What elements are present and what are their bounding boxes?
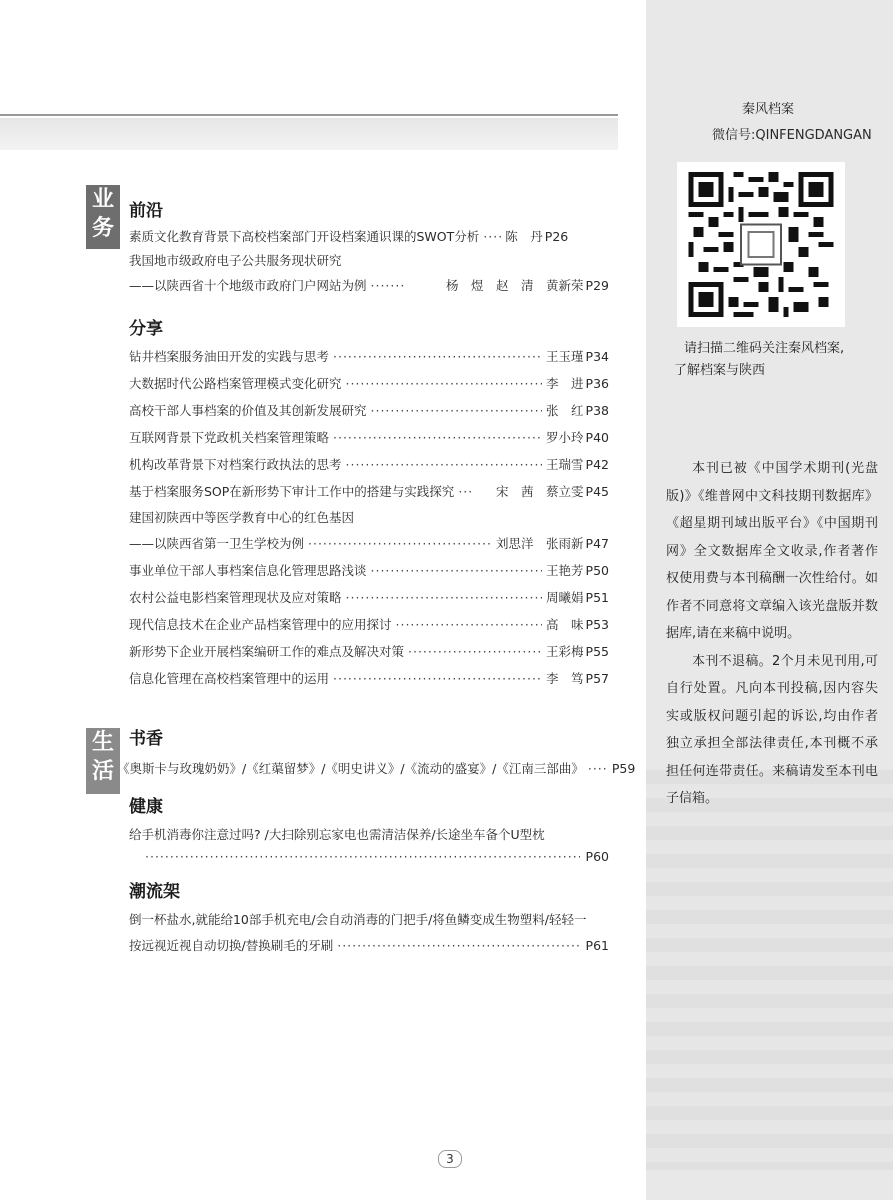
toc-entry[interactable]: ····· P60 <box>145 849 609 871</box>
notice-paragraph-2: 本刊不退稿。2个月未见刊用,可自行处置。凡向本刊投稿,因内容失实或版权问题引起的诉讼,均由作者独立承担全部法律责任,本刊概不承担任何连带责任。来稿请发至本刊电子信箱。 <box>666 653 878 806</box>
toc-entry[interactable]: ——以陕西省十个地级市政府门户网站为例 ····· 杨 煜 赵 清 黄新荣 P29 <box>129 276 609 298</box>
toc-entry-line[interactable]: 建国初陕西中等医学教育中心的红色基因 <box>129 510 355 525</box>
copyright-notice <box>666 455 878 813</box>
page-number: 3 <box>438 1150 462 1168</box>
toc-entry[interactable]: 信息化管理在高校档案管理中的运用 ····· 李 笃 P57 <box>129 669 609 691</box>
journal-name: 秦风档案 <box>742 102 795 117</box>
toc-entry[interactable]: 《奥斯卡与玫瑰奶奶》/《红蕖留梦》/《明史讲义》/《流动的盛宴》/《江南三部曲》 ····· P59 <box>129 759 609 781</box>
toc-entry-line[interactable]: 给手机消毒你注意过吗? /大扫除别忘家电也需清洁保养/长途坐车备个U型枕 <box>129 827 545 842</box>
section-title-frontier: 前沿 <box>129 201 163 221</box>
toc-entry[interactable]: 按远视近视自动切换/替换刷毛的牙刷 ····· P61 <box>129 936 609 958</box>
toc-entry[interactable]: ——以陕西省第一卫生学校为例 ····· 刘思洋 张雨新 P47 <box>129 534 609 556</box>
toc-entry-line[interactable]: 我国地市级政府电子公共服务现状研究 <box>129 253 342 268</box>
wechat-id: 微信号:QINFENGDANGAN <box>712 128 872 143</box>
toc-entry[interactable]: 现代信息技术在企业产品档案管理中的应用探讨 ····· 高 味 P53 <box>129 615 609 637</box>
qr-caption <box>674 338 884 382</box>
toc-entry[interactable]: 农村公益电影档案管理现状及应对策略 ····· 周曦娟 P51 <box>129 588 609 610</box>
qr-caption-line-2: 了解档案与陕西 <box>674 363 766 378</box>
toc-entry[interactable]: 基于档案服务SOP在新形势下审计工作中的搭建与实践探究 ····· 宋 茜 蔡立雯 P45 <box>129 482 609 504</box>
toc-entry[interactable]: 新形势下企业开展档案编研工作的难点及解决对策 ····· 王彩梅 P55 <box>129 642 609 664</box>
section-title-books: 书香 <box>129 729 163 749</box>
sidebar-texture <box>646 770 893 1170</box>
category-life: 生 活 <box>86 728 120 794</box>
qr-caption-line-1: 请扫描二维码关注秦风档案, <box>684 341 845 356</box>
toc-entry[interactable]: 高校干部人事档案的价值及其创新发展研究 ····· 张 红 P38 <box>129 401 609 423</box>
toc-entry-line[interactable]: 倒一杯盐水,就能给10部手机充电/会自动消毒的门把手/将鱼鳞变成生物塑料/轻轻一 <box>129 912 587 927</box>
notice-paragraph-1: 本刊已被《中国学术期刊(光盘版)》《维普网中文科技期刊数据库》《超星期刊域出版平台》《中国期刊网》全文数据库全文收录,作者著作权使用费与本刊稿酬一次性给付。如作者不同意将文章编入该光盘版并数据库,请在来稿中说明。 <box>666 461 878 641</box>
section-title-health: 健康 <box>129 797 163 817</box>
qr-code-icon <box>687 172 835 317</box>
toc-entry[interactable]: 钻井档案服务油田开发的实践与思考 ····· 王玉瑾 P34 <box>129 347 609 369</box>
qr-code[interactable] <box>677 162 845 327</box>
toc-entry[interactable]: 事业单位干部人事档案信息化管理思路浅谈 ····· 王艳芳 P50 <box>129 561 609 583</box>
toc-entry[interactable]: 大数据时代公路档案管理模式变化研究 ····· 李 进 P36 <box>129 374 609 396</box>
toc-entry[interactable]: 素质文化教育背景下高校档案部门开设档案通识课的SWOT分析 ····· 陈 丹 P26 <box>129 227 609 249</box>
toc-entry[interactable]: 互联网背景下党政机关档案管理策略 ····· 罗小玲 P40 <box>129 428 609 450</box>
section-title-share: 分享 <box>129 319 163 339</box>
header-band <box>0 118 618 150</box>
category-business: 业 务 <box>86 185 120 249</box>
section-title-trend: 潮流架 <box>129 882 180 902</box>
header-rule <box>0 114 618 116</box>
toc-entry[interactable]: 机构改革背景下对档案行政执法的思考 ····· 王瑞雪 P42 <box>129 455 609 477</box>
